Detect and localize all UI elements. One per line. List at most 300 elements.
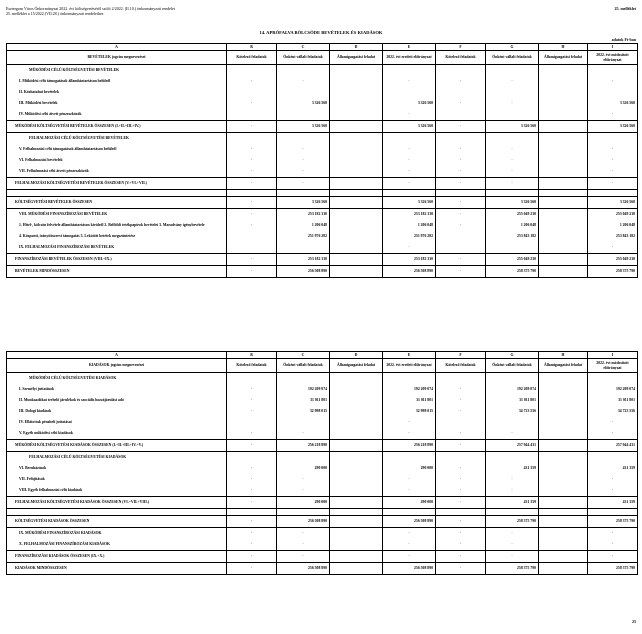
table-row (7, 485, 638, 497)
table-cell: - (436, 144, 486, 155)
table-cell (227, 133, 277, 145)
row-label: MŰKÖDÉSI KÖLTSÉGVETÉSI KIADÁSOK ÖSSZESEN (I.+II.+III.+IV.+V.) (7, 440, 227, 452)
table-cell: 431 359 (486, 463, 539, 474)
table-cell (330, 266, 383, 278)
table-cell: - (436, 539, 486, 551)
header-line-2: 25. melléklet a 15/2022.(VII.28.) önkormányzati rendelethez (6, 11, 104, 16)
table-cell: 431 359 (588, 497, 638, 509)
table-cell: - (383, 155, 436, 166)
table-cell (330, 474, 383, 485)
table-cell: 31 011 801 (277, 395, 330, 406)
table-row (7, 209, 638, 221)
table-cell: - (588, 417, 638, 428)
table-cell (539, 87, 588, 98)
table-row (7, 87, 638, 98)
table-cell (539, 65, 588, 77)
column-header-row (7, 359, 638, 373)
table-row (7, 76, 638, 87)
table-cell: - (277, 474, 330, 485)
row-label: VII. Felhalmozási célú átvett pénzeszközök (7, 166, 227, 178)
table-cell (330, 197, 383, 209)
table-cell (539, 98, 588, 109)
table-cell: 31 011 801 (486, 395, 539, 406)
row-label: FINANSZÍROZÁSI KIADÁSOK ÖSSZESEN (IX.+X.) (7, 551, 227, 563)
table-cell (436, 509, 486, 516)
table-cell: - (436, 563, 486, 575)
table-cell: 192 209 074 (383, 384, 436, 395)
column-letter: H (539, 352, 588, 359)
row-label: FELHALMOZÁSI KÖLTSÉGVETÉSI KIADÁSOK ÖSSZESEN (VI.+VII.+VIII.) (7, 497, 227, 509)
table-cell (588, 133, 638, 145)
table-cell (539, 563, 588, 575)
table-cell: 256 508 890 (277, 516, 330, 528)
table-cell (277, 509, 330, 516)
table-cell: - (436, 395, 486, 406)
table-cell: 255 049 230 (486, 209, 539, 221)
total-row (7, 516, 638, 528)
table-cell: - (588, 166, 638, 178)
table-cell: - (436, 463, 486, 474)
table-cell: - (486, 485, 539, 497)
table-cell (588, 452, 638, 464)
table-cell: 253 182 330 (277, 209, 330, 221)
table-row (7, 509, 638, 516)
table-cell (330, 254, 383, 266)
table-cell: - (588, 551, 638, 563)
table-cell: - (588, 178, 638, 190)
column-letter-row (7, 44, 638, 51)
row-label: MŰKÖDÉSI CÉLÚ KÖLTSÉGVETÉSI KIADÁSOK (7, 373, 227, 385)
table-cell: - (277, 178, 330, 190)
section-heading-row (7, 133, 638, 145)
table-row (7, 155, 638, 166)
table-cell: 3 326 560 (277, 98, 330, 109)
table-cell: - (277, 528, 330, 540)
table-cell (277, 65, 330, 77)
table-cell: - (227, 98, 277, 109)
table-cell: 3 326 560 (588, 197, 638, 209)
table-cell: - (436, 76, 486, 87)
table-cell: - (277, 166, 330, 178)
table-cell: - (436, 155, 486, 166)
table-cell: - (588, 109, 638, 121)
row-label: IX. MŰKÖDÉSI FINANSZÍROZÁSI KIADÁSOK (7, 528, 227, 540)
table-cell (330, 65, 383, 77)
page-title: 14. APRÓFALVA BÖLCSŐDE BEVÉTELEK ÉS KIADÁSOK (259, 30, 383, 35)
table-cell (539, 209, 588, 221)
table-cell: 31 011 801 (383, 395, 436, 406)
column-header: BEVÉTELEK jogcím megnevezései (7, 51, 227, 65)
table-cell: - (277, 76, 330, 87)
table-cell: - (227, 516, 277, 528)
column-letter: E (383, 352, 436, 359)
table-cell: - (588, 428, 638, 440)
column-header: Önként vállalt feladatok (486, 359, 539, 373)
table-cell (539, 242, 588, 254)
table-cell (277, 133, 330, 145)
table-row (7, 528, 638, 540)
column-header: Államigazgatási feladat (539, 51, 588, 65)
table-row (7, 428, 638, 440)
table-cell: 253 182 330 (383, 209, 436, 221)
table-cell (277, 242, 330, 254)
row-label: V. Egyéb működési célú kiadások (7, 428, 227, 440)
table-cell (330, 497, 383, 509)
table-cell (539, 155, 588, 166)
table-cell (383, 133, 436, 145)
table-cell: 258 375 790 (588, 516, 638, 528)
table-cell: - (486, 551, 539, 563)
table-row (7, 539, 638, 551)
table-cell (486, 242, 539, 254)
total-row (7, 266, 638, 278)
table-cell: - (436, 121, 486, 133)
table-cell: 255 049 230 (588, 209, 638, 221)
table-cell: - (227, 209, 277, 221)
total-row (7, 121, 638, 133)
table-cell (330, 485, 383, 497)
table-cell: - (383, 144, 436, 155)
table-cell: - (486, 155, 539, 166)
column-header: 2022. évi eredeti előirányzat (383, 51, 436, 65)
table-cell (330, 428, 383, 440)
table-cell: 256 508 890 (383, 563, 436, 575)
table-cell: - (436, 266, 486, 278)
table-cell (436, 373, 486, 385)
table-cell (486, 109, 539, 121)
table-cell (539, 373, 588, 385)
table-cell (330, 155, 383, 166)
table-cell (436, 231, 486, 242)
table-cell (330, 463, 383, 474)
table-cell: - (486, 166, 539, 178)
table-cell (227, 452, 277, 464)
row-label: II. Közhatalmi bevételek (7, 87, 227, 98)
table-cell: - (436, 497, 486, 509)
table-cell (539, 190, 588, 197)
table-cell (330, 440, 383, 452)
table-cell: - (383, 551, 436, 563)
table-cell (277, 87, 330, 98)
table-cell: - (436, 98, 486, 109)
table-cell: - (436, 220, 486, 231)
table-cell (330, 373, 383, 385)
expense-table (6, 351, 638, 575)
table-cell: 251 976 282 (383, 231, 436, 242)
table-cell: - (227, 166, 277, 178)
table-cell: 32 998 015 (383, 406, 436, 417)
row-label: IV. Működési célú átvett pénzeszközök (7, 109, 227, 121)
table-cell (330, 231, 383, 242)
column-letter-row (7, 352, 638, 359)
table-cell: - (383, 242, 436, 254)
row-label: MŰKÖDÉSI CÉLÚ KÖLTSÉGVETÉSI BEVÉTELEK (7, 65, 227, 77)
table-cell (539, 76, 588, 87)
table-cell: 290 000 (277, 497, 330, 509)
table-cell (330, 384, 383, 395)
table-cell: - (227, 497, 277, 509)
column-header: Önként vállalt feladatok (277, 359, 330, 373)
table-cell: - (588, 76, 638, 87)
total-row (7, 197, 638, 209)
table-cell (227, 65, 277, 77)
total-row (7, 440, 638, 452)
table-cell: 258 375 790 (588, 563, 638, 575)
total-row (7, 551, 638, 563)
table-cell: - (436, 528, 486, 540)
column-letter: G (486, 352, 539, 359)
table-cell: 3 326 560 (486, 197, 539, 209)
row-label: MŰKÖDÉSI KÖLTSÉGVETÉSI BEVÉTELEK ÖSSZESEN (I.+II.+III.+IV.) (7, 121, 227, 133)
row-label: IX. FELHALMOZÁSI FINANSZÍROZÁSI BEVÉTELEK (7, 242, 227, 254)
table-cell: - (227, 485, 277, 497)
row-label: I. Személyi juttatások (7, 384, 227, 395)
table-cell (539, 528, 588, 540)
table-cell: - (383, 178, 436, 190)
table-cell: 431 359 (588, 463, 638, 474)
table-cell: 256 508 890 (277, 563, 330, 575)
table-cell: - (436, 440, 486, 452)
table-cell: - (383, 417, 436, 428)
table-cell (539, 509, 588, 516)
table-cell: - (383, 109, 436, 121)
table-cell (539, 231, 588, 242)
table-cell: - (486, 178, 539, 190)
row-label: KÖLTSÉGVETÉSI KIADÁSOK ÖSSZESEN (7, 516, 227, 528)
table-cell: 431 359 (486, 497, 539, 509)
table-cell (383, 190, 436, 197)
row-label: II. Munkaadókat terhelő járulékok és szociális hozzájárulási adó (7, 395, 227, 406)
table-row (7, 109, 638, 121)
table-row (7, 144, 638, 155)
table-cell: - (486, 144, 539, 155)
table-cell: 258 375 790 (486, 516, 539, 528)
table-cell (486, 133, 539, 145)
table-cell: - (436, 197, 486, 209)
column-letter: F (436, 352, 486, 359)
table-cell: - (436, 485, 486, 497)
table-cell (539, 417, 588, 428)
table-cell: - (486, 528, 539, 540)
row-label: VIII. Egyéb felhalmozási célú kiadások (7, 485, 227, 497)
column-header: Önként vállalt feladatok (486, 51, 539, 65)
row-label: FELHALMOZÁSI CÉLÚ KÖLTSÉGVETÉSI BEVÉTELEK (7, 133, 227, 145)
table-cell: - (227, 266, 277, 278)
table-cell (330, 395, 383, 406)
table-cell: - (227, 220, 277, 231)
table-cell: - (486, 474, 539, 485)
table-cell: - (436, 551, 486, 563)
table-cell (330, 76, 383, 87)
row-label (7, 190, 227, 197)
table-row (7, 395, 638, 406)
table-cell: - (227, 197, 277, 209)
table-cell: - (383, 528, 436, 540)
table-cell: 253 843 182 (486, 231, 539, 242)
table-cell (330, 144, 383, 155)
table-cell: 3 326 560 (383, 98, 436, 109)
table-cell (588, 509, 638, 516)
table-cell (486, 509, 539, 516)
row-label: I. Működési célú támogatások államháztartáson belülről (7, 76, 227, 87)
section-heading-row (7, 452, 638, 464)
table-cell (227, 373, 277, 385)
table-cell: 258 375 790 (486, 266, 539, 278)
table-cell (277, 109, 330, 121)
table-row (7, 166, 638, 178)
table-cell (486, 190, 539, 197)
table-cell (383, 65, 436, 77)
table-cell (330, 109, 383, 121)
table-cell (539, 406, 588, 417)
column-letter: D (330, 352, 383, 359)
table-cell (330, 121, 383, 133)
table-cell: - (486, 98, 539, 109)
table-cell: - (436, 406, 486, 417)
table-cell: 1 206 048 (588, 220, 638, 231)
column-header: KIADÁSOK jogcím megnevezései (7, 359, 227, 373)
table-cell (436, 452, 486, 464)
table-cell: - (227, 395, 277, 406)
row-label: FELHALMOZÁSI KÖLTSÉGVETÉSI BEVÉTELEK ÖSSZESEN (V.+VI.+VII.) (7, 178, 227, 190)
table-cell (330, 563, 383, 575)
table-cell (486, 65, 539, 77)
table-cell: - (227, 563, 277, 575)
row-label: BEVÉTELEK MINDÖSSZESEN (7, 266, 227, 278)
table-cell: 257 944 431 (486, 440, 539, 452)
table-cell: - (227, 384, 277, 395)
row-label: III. Dologi kiadások (7, 406, 227, 417)
table-cell (277, 417, 330, 428)
table-cell: - (227, 155, 277, 166)
table-cell (539, 144, 588, 155)
table-cell: - (277, 155, 330, 166)
row-label: FINANSZÍROZÁSI BEVÉTELEK ÖSSZESEN (VIII.+IX.) (7, 254, 227, 266)
table-cell (539, 109, 588, 121)
table-cell: 253 182 330 (383, 254, 436, 266)
total-row (7, 254, 638, 266)
table-cell: - (588, 144, 638, 155)
column-letter: D (330, 44, 383, 51)
table-cell (330, 242, 383, 254)
row-label: VI. Felhalmozási bevételek (7, 155, 227, 166)
table-cell (330, 528, 383, 540)
table-cell: - (436, 428, 486, 440)
table-cell (330, 166, 383, 178)
table-cell (539, 266, 588, 278)
table-cell (436, 65, 486, 77)
table-cell: 255 049 230 (588, 254, 638, 266)
table-cell: - (436, 178, 486, 190)
unit-label: adatok Ft-ban (611, 37, 636, 42)
table-cell (486, 87, 539, 98)
table-cell: 31 011 801 (588, 395, 638, 406)
table-cell: 255 049 230 (486, 254, 539, 266)
table-cell: - (588, 485, 638, 497)
table-row (7, 417, 638, 428)
table-cell: - (436, 166, 486, 178)
table-row (7, 220, 638, 231)
column-header: Államigazgatási feladat (539, 359, 588, 373)
table-cell (588, 65, 638, 77)
table-cell (277, 452, 330, 464)
table-cell: - (227, 551, 277, 563)
table-cell: - (227, 76, 277, 87)
table-cell: 256 218 890 (383, 440, 436, 452)
table-cell: - (227, 254, 277, 266)
table-cell: - (588, 474, 638, 485)
table-cell (588, 373, 638, 385)
row-label: FELHALMOZÁSI CÉLÚ KÖLTSÉGVETÉSI KIADÁSOK (7, 452, 227, 464)
column-letter: G (486, 44, 539, 51)
table-cell: 258 375 790 (588, 266, 638, 278)
table-cell (330, 190, 383, 197)
table-cell: - (383, 428, 436, 440)
table-cell (436, 417, 486, 428)
table-cell: 3 326 560 (277, 121, 330, 133)
table-cell: 3 326 560 (277, 197, 330, 209)
table-cell (539, 485, 588, 497)
row-label: KÖLTSÉGVETÉSI BEVÉTELEK ÖSSZESEN (7, 197, 227, 209)
table-cell: - (436, 384, 486, 395)
table-row (7, 242, 638, 254)
column-header: Kötelező feladatok (227, 359, 277, 373)
column-header-row (7, 51, 638, 65)
table-cell: 253 182 330 (277, 254, 330, 266)
table-cell (436, 109, 486, 121)
table-cell: - (383, 485, 436, 497)
table-cell: - (227, 144, 277, 155)
table-row (7, 231, 638, 242)
table-cell: 1 206 048 (277, 220, 330, 231)
table-cell (330, 551, 383, 563)
table-cell (330, 209, 383, 221)
income-table (6, 43, 638, 278)
row-label: VII. Felújítások (7, 474, 227, 485)
table-cell: - (436, 516, 486, 528)
table-cell: - (486, 539, 539, 551)
table-cell (277, 190, 330, 197)
table-cell: - (227, 463, 277, 474)
table-cell (539, 440, 588, 452)
table-cell: - (277, 485, 330, 497)
row-label: IV. Ellátottak pénzbeli juttatásai (7, 417, 227, 428)
table-cell: 256 508 890 (277, 266, 330, 278)
table-cell (539, 220, 588, 231)
table-cell: - (383, 474, 436, 485)
table-cell: - (436, 254, 486, 266)
table-cell (436, 242, 486, 254)
header-line-1: Esztergom Város Önkormányzat 2022. évi költségvetéséről szóló 2/2022. (II.10.) önkormányzati rendelet (6, 6, 175, 11)
table-cell (383, 373, 436, 385)
table-cell: - (227, 528, 277, 540)
row-label: VI. Beruházások (7, 463, 227, 474)
row-label: V. Felhalmozási célú támogatások államháztartáson belülről (7, 144, 227, 155)
table-cell: 257 944 431 (588, 440, 638, 452)
table-cell: 3 326 560 (383, 121, 436, 133)
table-cell (539, 178, 588, 190)
table-cell (330, 87, 383, 98)
column-header: 2022. évi módosított előirányzat (588, 51, 638, 65)
table-cell (330, 406, 383, 417)
row-label: 4. Központi, irányítószervi támogatás 5. Lekötött betétek megszüntetése (7, 231, 227, 242)
table-row (7, 474, 638, 485)
total-row (7, 563, 638, 575)
table-cell: 3 326 560 (588, 121, 638, 133)
table-cell (539, 463, 588, 474)
column-header: Kötelező feladatok (227, 51, 277, 65)
table-cell (227, 109, 277, 121)
